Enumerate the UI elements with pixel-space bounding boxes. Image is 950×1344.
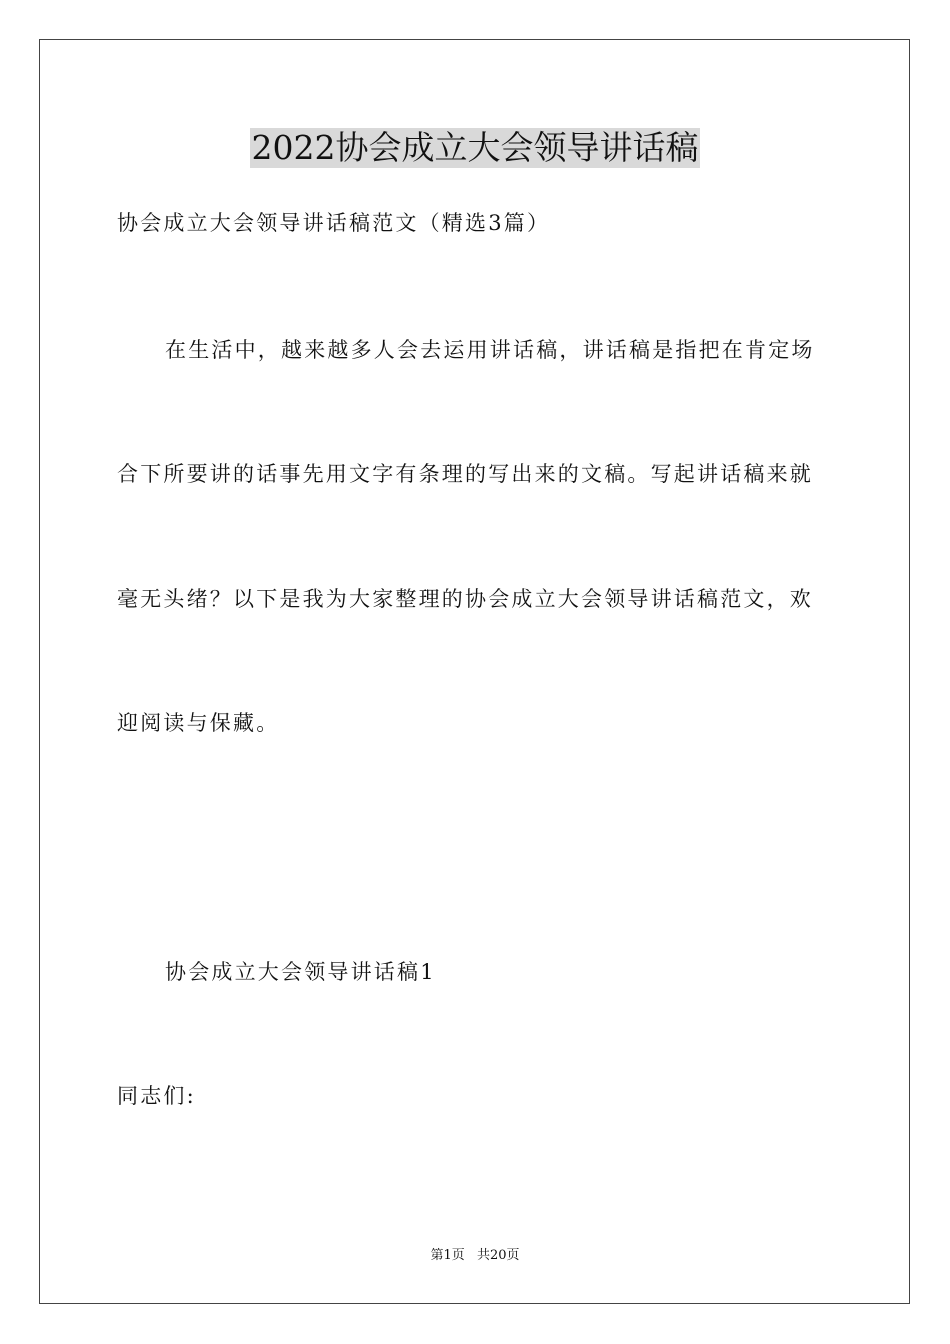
- title-container: [0, 128, 950, 168]
- page-number: 第1页: [430, 1248, 465, 1263]
- page-total: 共20页: [476, 1248, 520, 1263]
- intro-paragraph-line-1: 在生活中，越来越多人会去运用讲话稿，讲话稿是指把在肯定场: [165, 338, 815, 362]
- document-title: 2022协会成立大会领导讲话稿: [251, 128, 699, 167]
- section-heading: 协会成立大会领导讲话稿1: [165, 960, 436, 984]
- document-subtitle: 协会成立大会领导讲话稿范文（精选3篇）: [117, 211, 551, 235]
- page-footer: [0, 1247, 950, 1265]
- intro-paragraph-line-2: 合下所要讲的话事先用文字有条理的写出来的文稿。写起讲话稿来就: [117, 462, 813, 486]
- intro-paragraph-line-3: 毫无头绪？以下是我为大家整理的协会成立大会领导讲话稿范文，欢: [117, 587, 813, 611]
- intro-paragraph-line-4: 迎阅读与保藏。: [117, 711, 280, 735]
- salutation: 同志们:: [117, 1084, 196, 1108]
